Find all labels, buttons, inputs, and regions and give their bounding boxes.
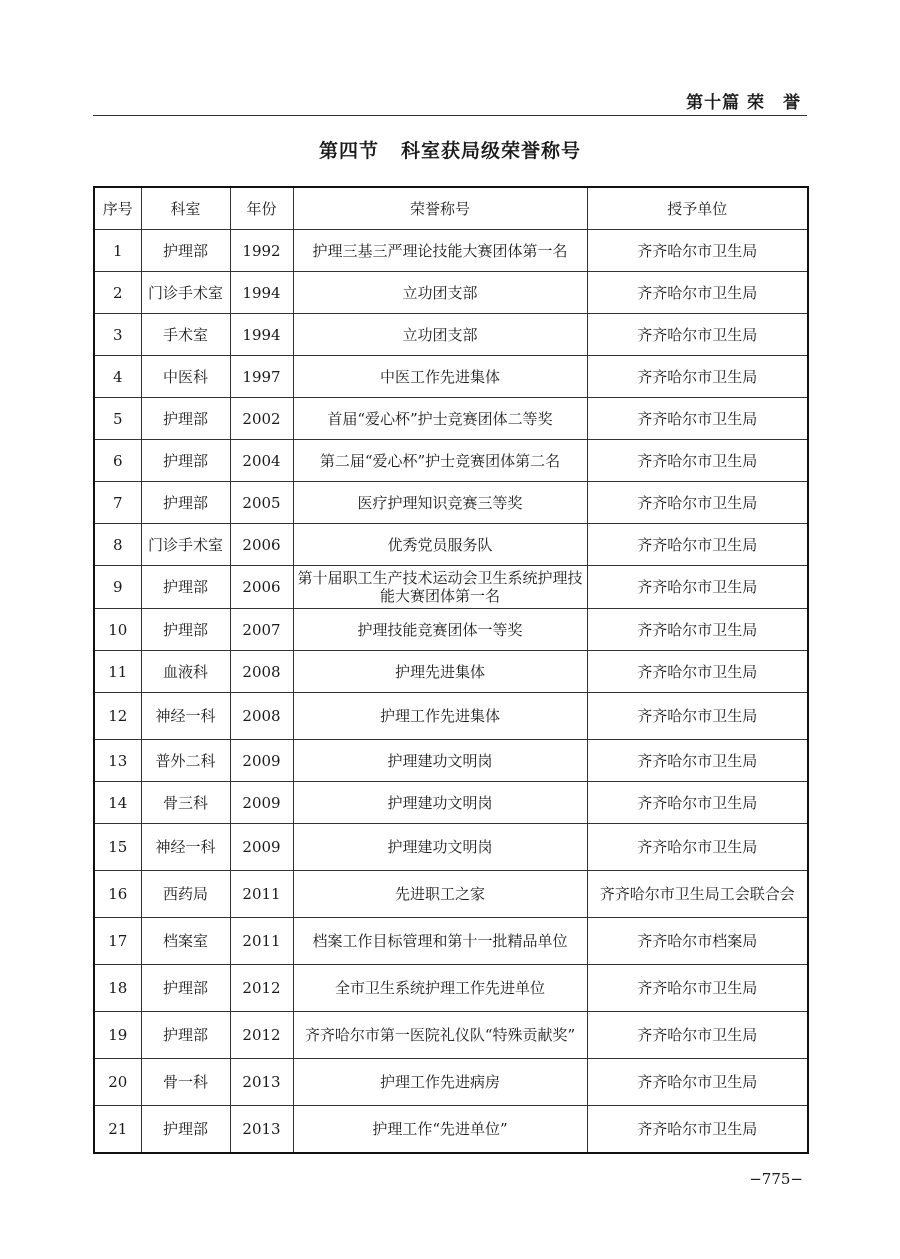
cell-year: 1992 <box>230 230 293 272</box>
table-row <box>94 230 808 272</box>
table-row <box>94 1059 808 1106</box>
table-row <box>94 524 808 566</box>
cell-awarding-unit: 齐齐哈尔市卫生局 <box>587 398 808 440</box>
cell-honor: 首届“爱心杯”护士竞赛团体二等奖 <box>293 398 587 440</box>
cell-awarding-unit: 齐齐哈尔市卫生局 <box>587 566 808 609</box>
cell-honor: 先进职工之家 <box>293 871 587 918</box>
cell-department: 护理部 <box>141 566 230 609</box>
cell-no: 2 <box>94 272 141 314</box>
cell-year: 2008 <box>230 651 293 693</box>
table-row <box>94 740 808 782</box>
running-header <box>93 86 807 116</box>
cell-department: 血液科 <box>141 651 230 693</box>
cell-department: 门诊手术室 <box>141 272 230 314</box>
section-heading <box>0 136 900 163</box>
cell-honor: 护理建功文明岗 <box>293 740 587 782</box>
cell-no: 3 <box>94 314 141 356</box>
cell-year: 2011 <box>230 871 293 918</box>
cell-awarding-unit: 齐齐哈尔市卫生局 <box>587 1012 808 1059</box>
cell-no: 12 <box>94 693 141 740</box>
cell-no: 8 <box>94 524 141 566</box>
cell-honor: 优秀党员服务队 <box>293 524 587 566</box>
cell-honor: 立功团支部 <box>293 272 587 314</box>
cell-awarding-unit: 齐齐哈尔市档案局 <box>587 918 808 965</box>
page-number: −775− <box>749 1170 803 1188</box>
column-header-year: 年份 <box>230 187 293 230</box>
table-row <box>94 356 808 398</box>
cell-honor: 齐齐哈尔市第一医院礼仪队“特殊贡献奖” <box>293 1012 587 1059</box>
cell-year: 2002 <box>230 398 293 440</box>
cell-year: 2009 <box>230 782 293 824</box>
cell-honor: 护理工作“先进单位” <box>293 1106 587 1153</box>
running-title: 第十篇 荣 誉 <box>686 93 801 113</box>
cell-year: 2004 <box>230 440 293 482</box>
cell-year: 2009 <box>230 824 293 871</box>
table-row <box>94 693 808 740</box>
table-row <box>94 314 808 356</box>
table-row <box>94 1012 808 1059</box>
column-header-department: 科室 <box>141 187 230 230</box>
cell-no: 15 <box>94 824 141 871</box>
cell-year: 2009 <box>230 740 293 782</box>
cell-no: 6 <box>94 440 141 482</box>
cell-awarding-unit: 齐齐哈尔市卫生局 <box>587 1106 808 1153</box>
cell-year: 2007 <box>230 609 293 651</box>
column-header-awarding-unit: 授予单位 <box>587 187 808 230</box>
cell-no: 17 <box>94 918 141 965</box>
table-row <box>94 965 808 1012</box>
cell-awarding-unit: 齐齐哈尔市卫生局工会联合会 <box>587 871 808 918</box>
cell-no: 4 <box>94 356 141 398</box>
cell-awarding-unit: 齐齐哈尔市卫生局 <box>587 524 808 566</box>
table-row <box>94 1106 808 1153</box>
cell-awarding-unit: 齐齐哈尔市卫生局 <box>587 272 808 314</box>
cell-honor: 医疗护理知识竞赛三等奖 <box>293 482 587 524</box>
cell-awarding-unit: 齐齐哈尔市卫生局 <box>587 965 808 1012</box>
cell-year: 1994 <box>230 314 293 356</box>
cell-no: 13 <box>94 740 141 782</box>
cell-department: 护理部 <box>141 398 230 440</box>
cell-no: 14 <box>94 782 141 824</box>
cell-year: 2006 <box>230 524 293 566</box>
cell-department: 中医科 <box>141 356 230 398</box>
cell-honor: 护理工作先进病房 <box>293 1059 587 1106</box>
cell-department: 护理部 <box>141 230 230 272</box>
cell-department: 神经一科 <box>141 693 230 740</box>
table-row <box>94 482 808 524</box>
cell-honor: 护理工作先进集体 <box>293 693 587 740</box>
cell-department: 护理部 <box>141 609 230 651</box>
cell-awarding-unit: 齐齐哈尔市卫生局 <box>587 1059 808 1106</box>
table-row <box>94 272 808 314</box>
cell-department: 护理部 <box>141 1012 230 1059</box>
cell-awarding-unit: 齐齐哈尔市卫生局 <box>587 314 808 356</box>
cell-honor: 档案工作目标管理和第十一批精品单位 <box>293 918 587 965</box>
cell-department: 档案室 <box>141 918 230 965</box>
cell-awarding-unit: 齐齐哈尔市卫生局 <box>587 440 808 482</box>
cell-year: 2013 <box>230 1059 293 1106</box>
table-row <box>94 566 808 609</box>
cell-year: 1994 <box>230 272 293 314</box>
cell-department: 普外二科 <box>141 740 230 782</box>
cell-no: 11 <box>94 651 141 693</box>
header-rule <box>93 115 807 116</box>
cell-department: 西药局 <box>141 871 230 918</box>
table-body <box>94 230 808 1153</box>
cell-department: 门诊手术室 <box>141 524 230 566</box>
cell-no: 10 <box>94 609 141 651</box>
cell-awarding-unit: 齐齐哈尔市卫生局 <box>587 740 808 782</box>
cell-year: 2012 <box>230 965 293 1012</box>
cell-department: 护理部 <box>141 482 230 524</box>
cell-honor: 护理先进集体 <box>293 651 587 693</box>
cell-honor: 护理建功文明岗 <box>293 782 587 824</box>
cell-awarding-unit: 齐齐哈尔市卫生局 <box>587 651 808 693</box>
table-row <box>94 609 808 651</box>
cell-department: 骨一科 <box>141 1059 230 1106</box>
cell-awarding-unit: 齐齐哈尔市卫生局 <box>587 609 808 651</box>
cell-department: 护理部 <box>141 1106 230 1153</box>
cell-honor: 护理建功文明岗 <box>293 824 587 871</box>
cell-awarding-unit: 齐齐哈尔市卫生局 <box>587 693 808 740</box>
table-row <box>94 398 808 440</box>
cell-awarding-unit: 齐齐哈尔市卫生局 <box>587 356 808 398</box>
cell-awarding-unit: 齐齐哈尔市卫生局 <box>587 482 808 524</box>
cell-honor: 立功团支部 <box>293 314 587 356</box>
cell-no: 21 <box>94 1106 141 1153</box>
table-row <box>94 918 808 965</box>
section-title: 科室获局级荣誉称号 <box>401 140 582 162</box>
cell-year: 2006 <box>230 566 293 609</box>
cell-no: 18 <box>94 965 141 1012</box>
cell-year: 1997 <box>230 356 293 398</box>
table-row <box>94 871 808 918</box>
table-header-row <box>94 187 808 230</box>
column-header-honor: 荣誉称号 <box>293 187 587 230</box>
cell-no: 19 <box>94 1012 141 1059</box>
cell-honor: 第二届“爱心杯”护士竞赛团体第二名 <box>293 440 587 482</box>
cell-honor: 第十届职工生产技术运动会卫生系统护理技能大赛团体第一名 <box>293 566 587 609</box>
column-header-no: 序号 <box>94 187 141 230</box>
table-row <box>94 651 808 693</box>
cell-no: 1 <box>94 230 141 272</box>
cell-department: 神经一科 <box>141 824 230 871</box>
cell-no: 5 <box>94 398 141 440</box>
cell-honor: 全市卫生系统护理工作先进单位 <box>293 965 587 1012</box>
cell-year: 2005 <box>230 482 293 524</box>
section-number: 第四节 <box>318 140 379 162</box>
table-row <box>94 824 808 871</box>
cell-year: 2011 <box>230 918 293 965</box>
cell-no: 7 <box>94 482 141 524</box>
cell-no: 16 <box>94 871 141 918</box>
cell-honor: 护理技能竞赛团体一等奖 <box>293 609 587 651</box>
table-row <box>94 782 808 824</box>
cell-honor: 中医工作先进集体 <box>293 356 587 398</box>
cell-no: 20 <box>94 1059 141 1106</box>
cell-department: 护理部 <box>141 965 230 1012</box>
honors-table <box>93 186 809 1154</box>
cell-department: 手术室 <box>141 314 230 356</box>
cell-honor: 护理三基三严理论技能大赛团体第一名 <box>293 230 587 272</box>
cell-year: 2012 <box>230 1012 293 1059</box>
cell-year: 2008 <box>230 693 293 740</box>
cell-department: 骨三科 <box>141 782 230 824</box>
table-row <box>94 440 808 482</box>
cell-no: 9 <box>94 566 141 609</box>
cell-department: 护理部 <box>141 440 230 482</box>
cell-awarding-unit: 齐齐哈尔市卫生局 <box>587 824 808 871</box>
cell-awarding-unit: 齐齐哈尔市卫生局 <box>587 782 808 824</box>
cell-awarding-unit: 齐齐哈尔市卫生局 <box>587 230 808 272</box>
cell-year: 2013 <box>230 1106 293 1153</box>
